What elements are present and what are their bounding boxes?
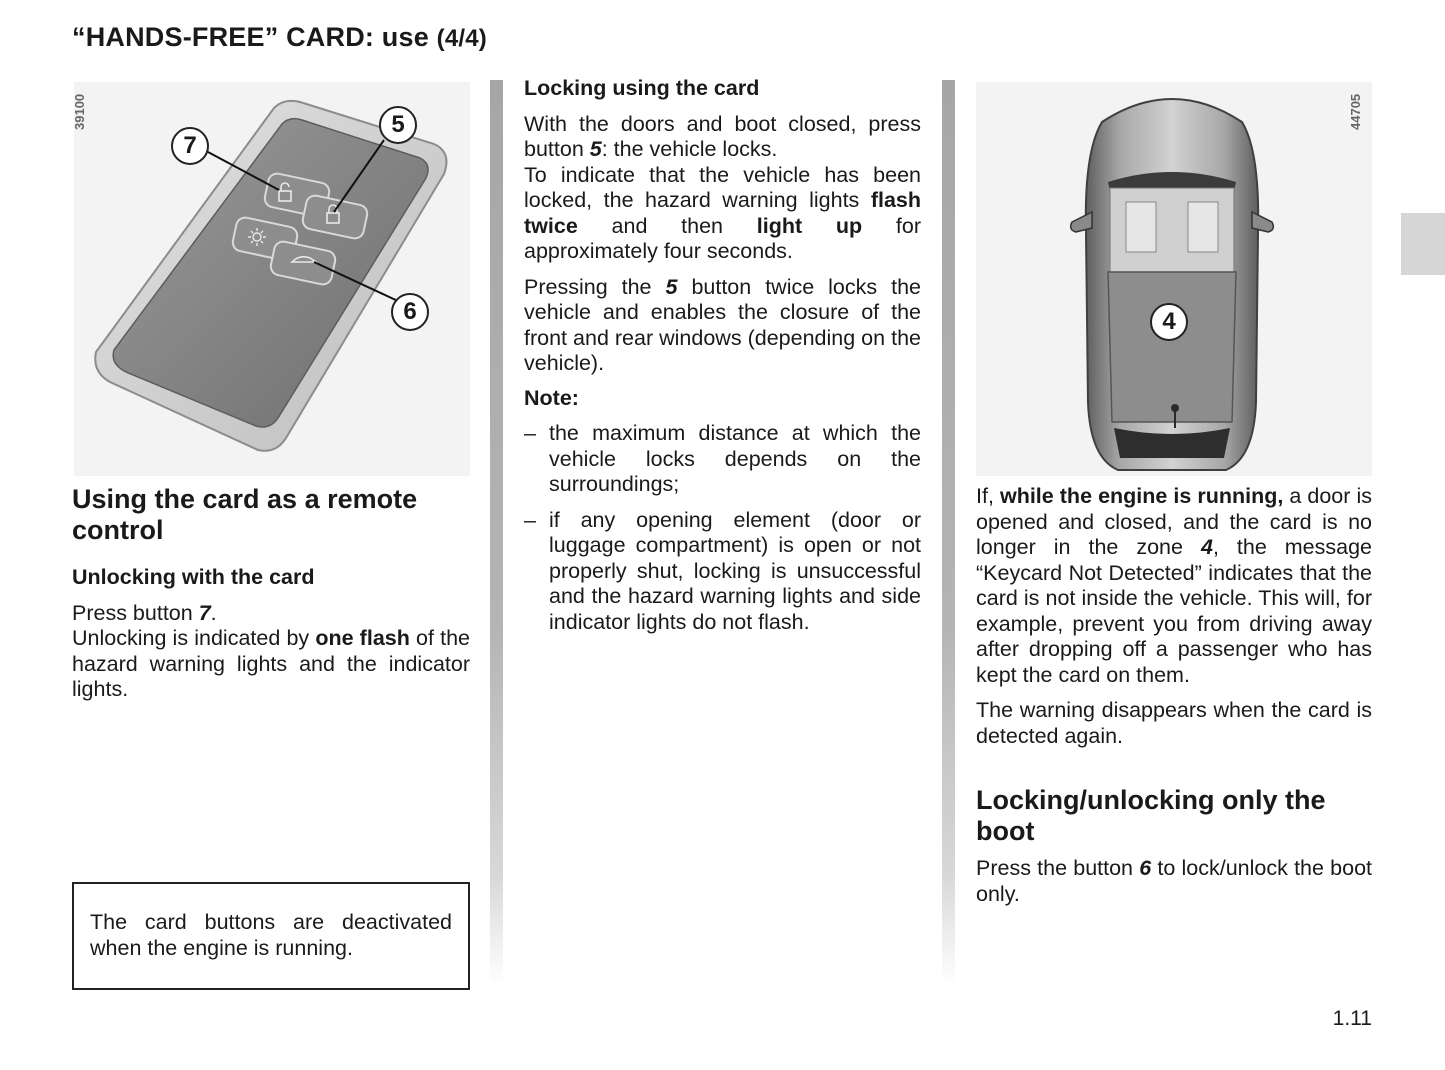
note-box [72, 882, 470, 990]
unlock-paragraph-2: Unlocking is indicated by one flash of the hazard warning lights and the indicator lights. [72, 626, 470, 701]
figure-id: 44705 [1348, 93, 1363, 130]
callout-7: 7 [171, 127, 209, 165]
note-label: Note: [524, 385, 579, 410]
middle-column [524, 76, 921, 645]
car-figure [976, 82, 1372, 476]
figure-id: 39100 [72, 93, 87, 130]
boot-paragraph: Press the button 6 to lock/unlock the boot only. [976, 856, 1372, 906]
column-divider-left [490, 80, 503, 985]
lock-paragraph-1: With the doors and boot closed, press button 5: the vehicle locks. [524, 111, 921, 161]
unlock-paragraph-1: Press button 7. [72, 600, 217, 625]
engine-running-paragraph: If, while the engine is running, a door is opened and closed, and the card is no longer in the zone 4, the message “Keycard Not Detected” indicates that the card is not inside the vehicle. This will, for example, prevent you from driving away after dropping off a passenger who has kept the card on them. [976, 484, 1373, 687]
note-list [524, 421, 921, 635]
callout-6: 6 [391, 293, 429, 331]
lock-subheading: Locking using the card [524, 76, 760, 100]
callout-4: 4 [1150, 303, 1188, 341]
note-item: – if any opening element (door or luggage compartment) is open or not properly shut, locking is unsuccessful and the hazard warning lights and side indicator lights do not flash. [524, 508, 921, 636]
lock-paragraph-3: Pressing the 5 button twice locks the vehicle and enables the closure of the front and rear windows (depending on the vehicle). [524, 274, 922, 375]
warning-paragraph: The warning disappears when the card is detected again. [976, 698, 1372, 748]
page-number: 1.11 [1332, 1007, 1372, 1030]
page-title-part: (4/4) [436, 25, 487, 52]
page-title-main: “HANDS-FREE” CARD: use [72, 22, 429, 52]
car-top-view-illustration [976, 82, 1372, 476]
lock-paragraph-2: To indicate that the vehicle has been locked, the hazard warning lights flash twice and then light up for approximately four seconds. [524, 162, 921, 263]
section-heading-boot: Locking/unlocking only the boot [976, 785, 1326, 846]
keycard-figure [74, 82, 470, 476]
column-divider-right [942, 80, 955, 985]
section-heading-remote: Using the card as a remote control [72, 484, 418, 545]
left-column [72, 484, 470, 703]
unlock-subheading: Unlocking with the card [72, 565, 315, 589]
note-box-text: The card buttons are deactivated when the engine is running. [90, 910, 452, 960]
right-column [976, 484, 1372, 907]
page-title [72, 22, 487, 53]
keycard-illustration [74, 82, 470, 476]
side-tab [1401, 213, 1445, 275]
note-item: – the maximum distance at which the vehicle locks depends on the surroundings; [524, 421, 921, 498]
callout-5: 5 [379, 106, 417, 144]
